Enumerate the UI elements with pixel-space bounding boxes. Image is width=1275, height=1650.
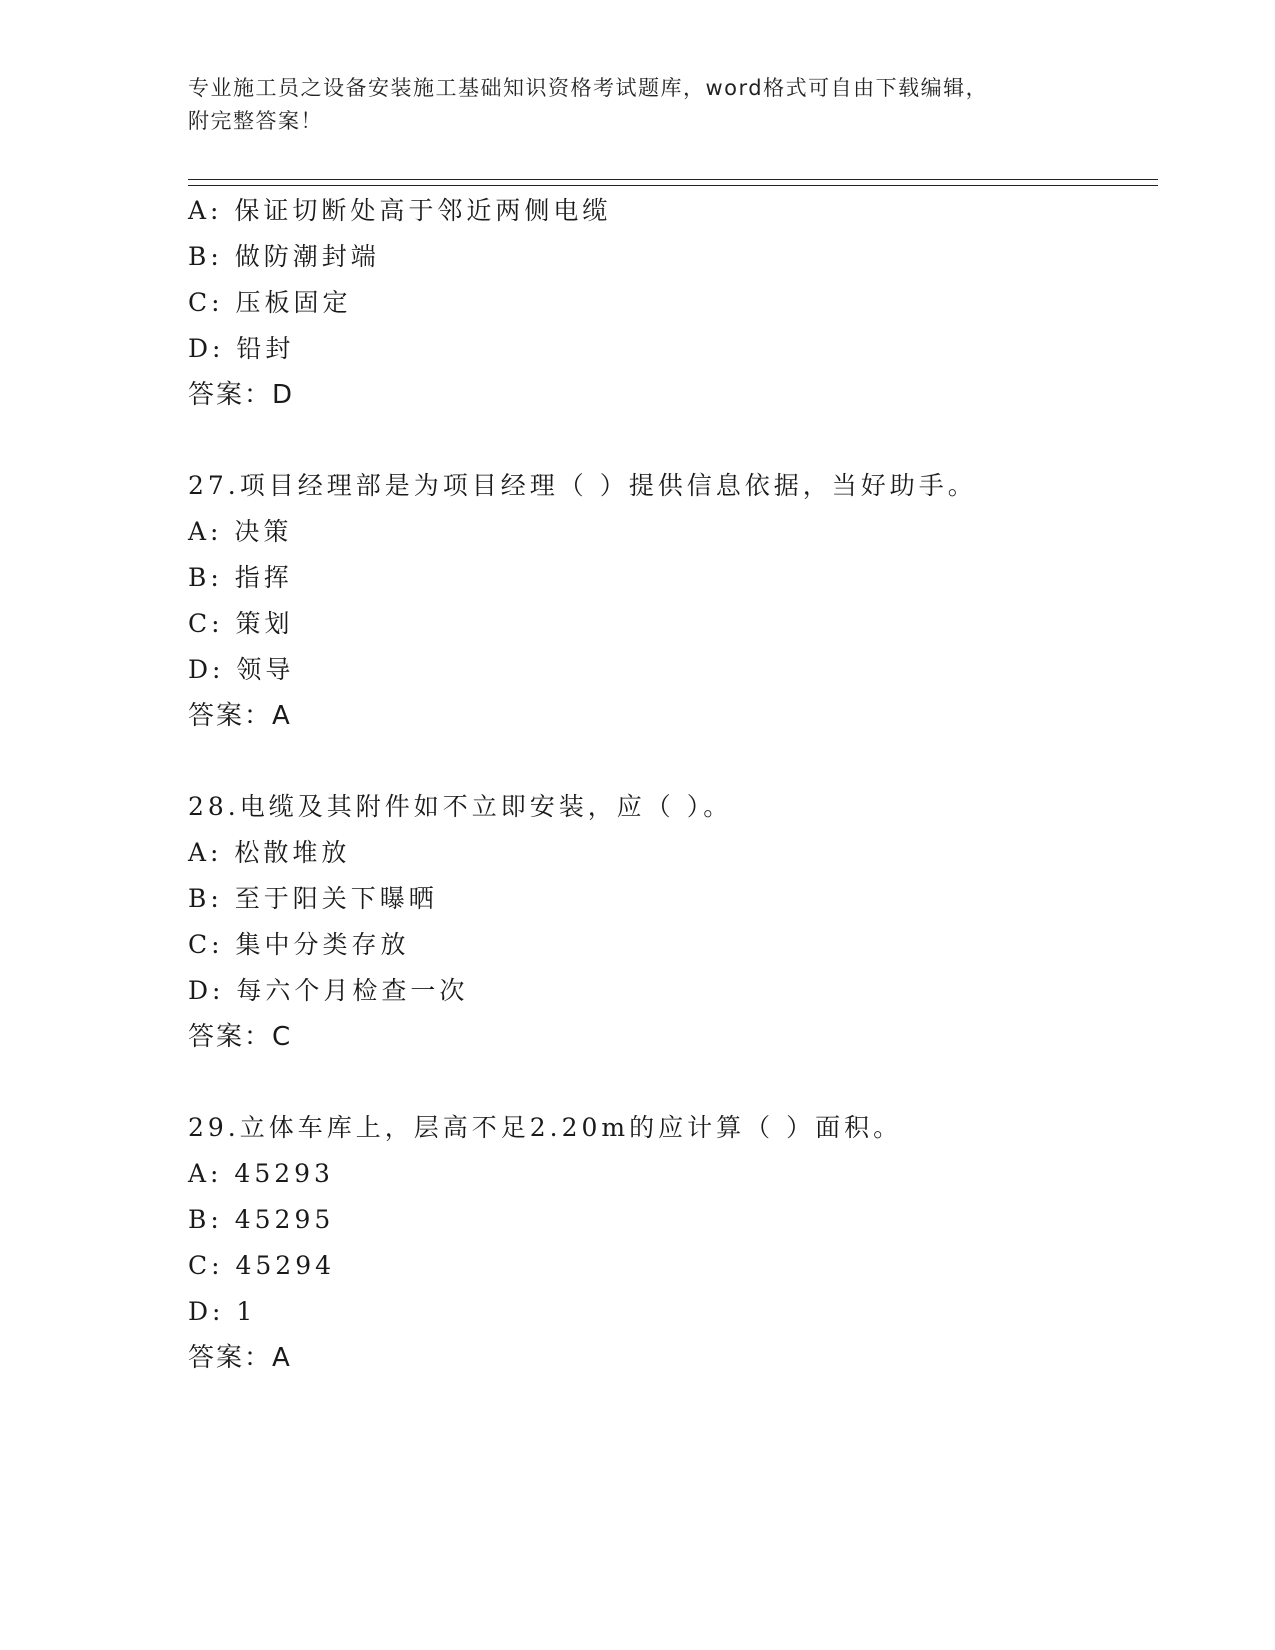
header-line-2: 附完整答案！ — [188, 109, 323, 133]
question-text: 27.项目经理部是为项目经理（ ）提供信息依据，当好助手。 — [188, 471, 977, 500]
question-block-29 — [188, 1105, 1158, 1381]
block-spacer — [188, 1060, 1158, 1105]
block-spacer — [188, 418, 1158, 463]
option-a: A: 松散堆放 — [188, 838, 351, 867]
answer-line: 答案：D — [188, 380, 295, 410]
question-text: 28.电缆及其附件如不立即安装，应（ ）。 — [188, 792, 733, 821]
question-block-28 — [188, 784, 1158, 1060]
answer-line: 答案：C — [188, 1022, 293, 1052]
option-c: C: 集中分类存放 — [188, 930, 410, 959]
option-d: D: 1 — [188, 1297, 257, 1326]
option-b: B: 45295 — [188, 1205, 335, 1234]
option-d: D: 铅封 — [188, 334, 295, 363]
header-line-1: 专业施工员之设备安装施工基础知识资格考试题库，word格式可自由下载编辑， — [188, 76, 989, 100]
question-block-26 — [188, 188, 1158, 418]
option-a: A: 保证切断处高于邻近两侧电缆 — [188, 196, 612, 225]
option-b: B: 至于阳关下曝晒 — [188, 884, 438, 913]
block-spacer — [188, 739, 1158, 784]
question-block-27 — [188, 463, 1158, 739]
option-c: C: 压板固定 — [188, 288, 352, 317]
option-c: C: 策划 — [188, 609, 294, 638]
option-d: D: 领导 — [188, 655, 295, 684]
option-b: B: 指挥 — [188, 563, 293, 592]
option-a: A: 决策 — [188, 517, 293, 546]
question-list — [188, 188, 1158, 1381]
option-d: D: 每六个月检查一次 — [188, 976, 469, 1005]
option-b: B: 做防潮封端 — [188, 242, 380, 271]
document-header — [188, 72, 1088, 138]
header-divider — [188, 179, 1158, 186]
question-text: 29.立体车库上，层高不足2.20m的应计算（ ）面积。 — [188, 1113, 903, 1142]
answer-line: 答案：A — [188, 701, 292, 731]
option-a: A: 45293 — [188, 1159, 334, 1188]
answer-line: 答案：A — [188, 1343, 292, 1373]
option-c: C: 45294 — [188, 1251, 336, 1280]
